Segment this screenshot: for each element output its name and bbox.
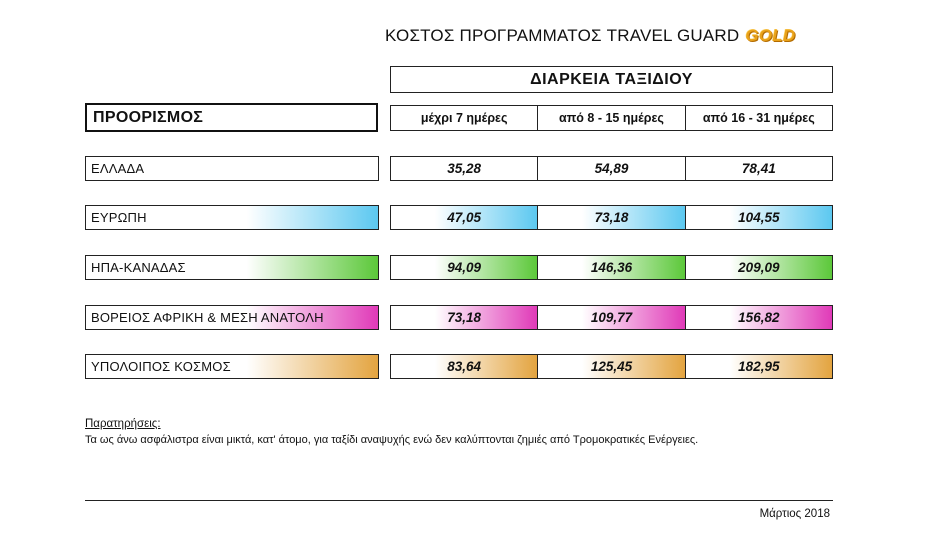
destination-north-africa-middle-east: ΒΟΡΕΙΟΣ ΑΦΡΙΚΗ & ΜΕΣΗ ΑΝΑΤΟΛΗ <box>85 305 379 330</box>
price-cell: 35,28 <box>391 157 538 180</box>
price-cell: 83,64 <box>391 355 538 378</box>
column-header-7-days: μέχρι 7 ημέρες <box>391 106 538 130</box>
table-row <box>390 205 833 230</box>
price-cell: 125,45 <box>538 355 685 378</box>
table-row <box>390 354 833 379</box>
page-title-text: ΚΟΣΤΟΣ ΠΡΟΓΡΑΜΜΑΤΟΣ TRAVEL GUARD <box>385 26 740 45</box>
destination-usa-canada: ΗΠΑ-ΚΑΝΑΔΑΣ <box>85 255 379 280</box>
notes-text: Τα ως άνω ασφάλιστρα είναι μικτά, κατ' άτομο, για ταξίδι αναψυχής ενώ δεν καλύπτονται ζημιές από Τρομοκρατικές Ενέργειες. <box>85 434 699 446</box>
price-cell: 73,18 <box>538 206 685 229</box>
table-row <box>390 305 833 330</box>
gold-badge: GOLD <box>745 26 796 45</box>
duration-columns-header <box>390 105 833 131</box>
column-header-8-15-days: από 8 - 15 ημέρες <box>538 106 685 130</box>
price-cell: 47,05 <box>391 206 538 229</box>
document-date: Μάρτιος 2018 <box>759 508 830 520</box>
price-cell: 209,09 <box>686 256 832 279</box>
destination-header: ΠΡΟΟΡΙΣΜΟΣ <box>85 103 378 132</box>
column-header-16-31-days: από 16 - 31 ημέρες <box>702 111 815 125</box>
price-cell: 109,77 <box>538 306 685 329</box>
destination-rest-of-world: ΥΠΟΛΟΙΠΟΣ ΚΟΣΜΟΣ <box>85 354 379 379</box>
table-row <box>390 255 833 280</box>
destination-greece: ΕΛΛΑΔΑ <box>85 156 379 181</box>
price-cell: 146,36 <box>538 256 685 279</box>
duration-header: ΔΙΑΡΚΕΙΑ ΤΑΞΙΔΙΟΥ <box>390 66 833 93</box>
footer-divider <box>85 500 833 501</box>
price-cell: 94,09 <box>391 256 538 279</box>
price-cell: 104,55 <box>686 206 832 229</box>
price-cell: 78,41 <box>686 157 832 180</box>
price-cell: 54,89 <box>538 157 685 180</box>
notes-title: Παρατηρήσεις: <box>85 418 161 430</box>
price-cell: 73,18 <box>391 306 538 329</box>
price-cell: 156,82 <box>686 306 832 329</box>
destination-europe: ΕΥΡΩΠΗ <box>85 205 379 230</box>
price-cell: 182,95 <box>686 355 832 378</box>
table-row <box>390 156 833 181</box>
page-title <box>385 26 835 46</box>
